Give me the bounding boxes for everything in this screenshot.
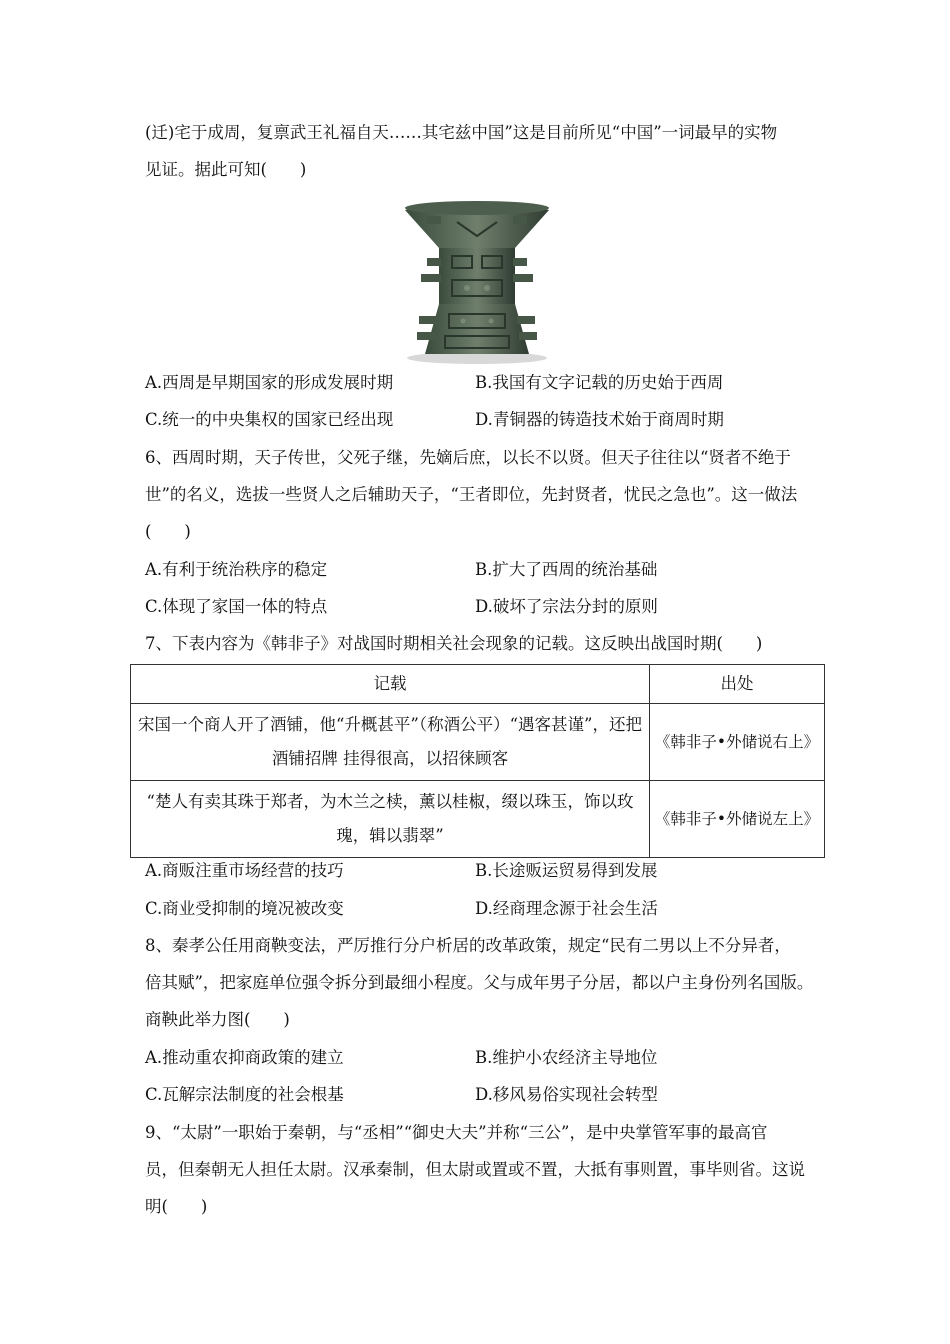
q8-option-b: B.维护小农经济主导地位 xyxy=(475,1048,658,1067)
bronze-vessel-image xyxy=(397,196,557,364)
q8-stem-line-3: 商鞅此举力图( ) xyxy=(145,1010,290,1029)
q7-option-b: B.长途贩运贸易得到发展 xyxy=(475,861,658,880)
q7-stem: 7、下表内容为《韩非子》对战国时期相关社会现象的记载。这反映出战国时期( ) xyxy=(145,634,763,653)
q6-option-a: A.有利于统治秩序的稳定 xyxy=(145,560,328,579)
q6-option-d: D.破坏了宗法分封的原则 xyxy=(475,597,658,616)
table-header-source: 出处 xyxy=(650,665,825,704)
q7-option-c: C.商业受抑制的境况被改变 xyxy=(145,899,344,918)
q7-option-a: A.商贩注重市场经营的技巧 xyxy=(145,861,344,880)
table-header-row xyxy=(131,665,825,704)
q6-option-b: B.扩大了西周的统治基础 xyxy=(475,560,658,579)
q7-option-d: D.经商理念源于社会生活 xyxy=(475,899,658,918)
table-row xyxy=(131,781,825,858)
table-row xyxy=(131,704,825,781)
q5-option-d: D.青铜器的铸造技术始于商周时期 xyxy=(475,410,724,429)
table-cell-record: 宋国一个商人开了酒铺，他“升概甚平”（称酒公平）“遇客甚谨”，还把酒铺招牌 挂得很高，以招徕顾客 xyxy=(131,704,650,781)
q5-option-b: B.我国有文字记载的历史始于西周 xyxy=(475,373,724,392)
q8-option-a: A.推动重农抑商政策的建立 xyxy=(145,1048,344,1067)
q6-stem-line-2: 世”的名义，选拔一些贤人之后辅助天子，“王者即位，先封贤者，忧民之急也”。这一做法 xyxy=(145,485,798,504)
table-cell-record: “楚人有卖其珠于郑者，为木兰之椟，薰以桂椒，缀以珠玉，饰以玫瑰，辑以翡翠” xyxy=(131,781,650,858)
q8-option-d: D.移风易俗实现社会转型 xyxy=(475,1085,658,1104)
records-table xyxy=(130,664,825,858)
q9-stem-line-1: 9、“太尉”一职始于秦朝，与“丞相”“御史大夫”并称“三公”，是中央掌管军事的最高官 xyxy=(145,1123,768,1142)
q6-stem-line-3: ( ) xyxy=(145,522,191,541)
q8-stem-line-2: 倍其赋”，把家庭单位强令拆分到最细小程度。父与成年男子分居，都以户主身份列名国版。 xyxy=(145,973,814,992)
q5-option-c: C.统一的中央集权的国家已经出现 xyxy=(145,410,394,429)
q6-option-c: C.体现了家国一体的特点 xyxy=(145,597,328,616)
q9-stem-line-3: 明( ) xyxy=(145,1197,208,1216)
q9-stem-line-2: 员，但秦朝无人担任太尉。汉承秦制，但太尉或置或不置，大抵有事则置，事毕则省。这说 xyxy=(145,1160,805,1179)
table-header-record: 记载 xyxy=(131,665,650,704)
q5-stem-line-2: 见证。据此可知( ) xyxy=(145,160,307,179)
table-cell-source: 《韩非子•外储说右上》 xyxy=(650,704,825,781)
q6-stem-line-1: 6、西周时期，天子传世，父死子继，先嫡后庶，以长不以贤。但天子往往以“贤者不绝于 xyxy=(145,448,791,467)
q8-option-c: C.瓦解宗法制度的社会根基 xyxy=(145,1085,344,1104)
q8-stem-line-1: 8、秦孝公任用商鞅变法，严厉推行分户析居的改革政策，规定“民有二男以上不分异者， xyxy=(145,936,791,955)
q5-stem-line-1: (迁)宅于成周，复禀武王礼福自天……其宅兹中国”这是目前所见“中国”一词最早的实物 xyxy=(145,123,778,142)
q5-option-a: A.西周是早期国家的形成发展时期 xyxy=(145,373,394,392)
table-cell-source: 《韩非子•外储说左上》 xyxy=(650,781,825,858)
